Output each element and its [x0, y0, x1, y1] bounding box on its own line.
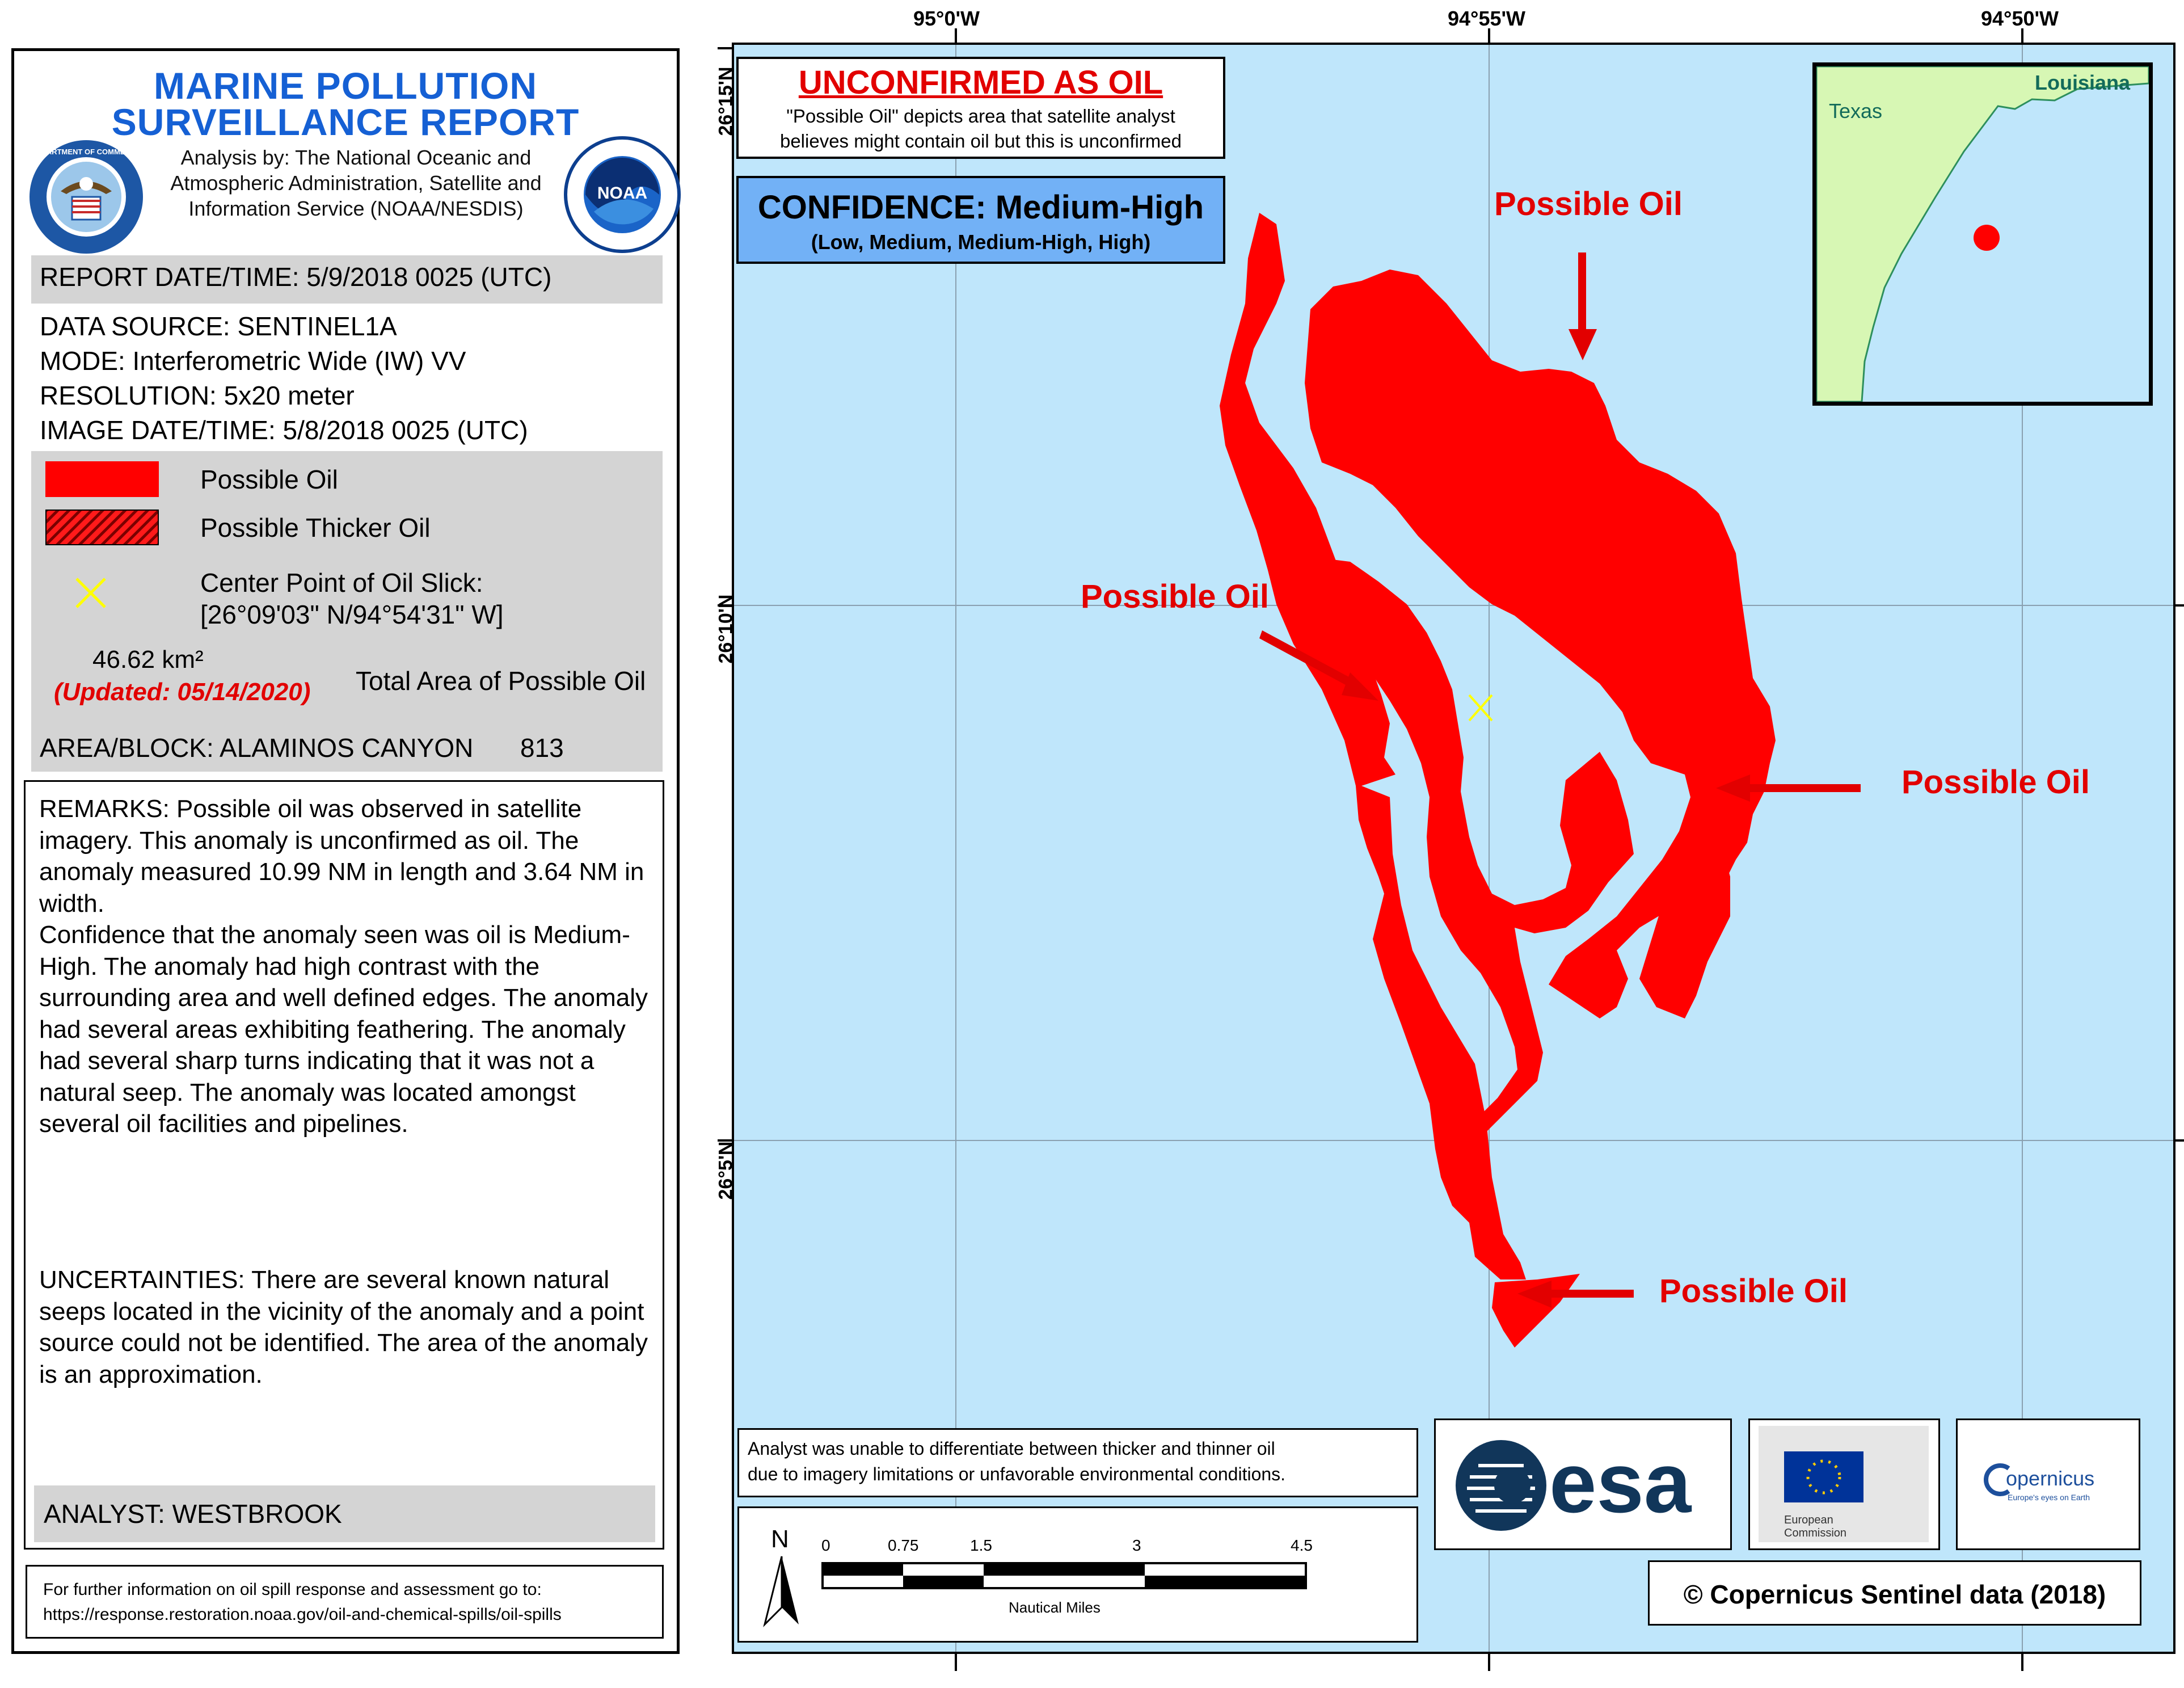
legend-thicker-oil: Possible Thicker Oil [200, 513, 431, 542]
remarks-box [24, 780, 664, 1550]
svg-text:NOAA: NOAA [597, 184, 648, 203]
resolution: RESOLUTION: 5x20 meter [40, 381, 355, 410]
scale-units: Nautical Miles [1009, 1599, 1101, 1616]
scale-bar-box [737, 1506, 1418, 1643]
analyst-name: ANALYST: WESTBROOK [44, 1499, 342, 1529]
unconfirmed-line2: believes might contain oil but this is unconfirmed [779, 131, 1182, 151]
scale-tick-075: 0.75 [888, 1537, 919, 1554]
lon-label-94-55: 94°55'W [1448, 7, 1526, 30]
report-title-line2: SURVEILLANCE REPORT [111, 101, 580, 143]
lat-label-26-5: 26°5'N [715, 1141, 737, 1200]
center-point-icon [71, 573, 111, 613]
analyst-note-line2: due to imagery limitations or unfavorable environmental conditions. [748, 1464, 1286, 1484]
analysis-line3: Information Service (NOAA/NESDIS) [188, 197, 524, 220]
inset-locator-map [1812, 62, 2153, 406]
oil-label-north: Possible Oil [1494, 186, 1683, 222]
legend-possible-oil: Possible Oil [200, 465, 338, 494]
north-arrow-icon [762, 1554, 802, 1627]
image-datetime: IMAGE DATE/TIME: 5/8/2018 0025 (UTC) [40, 415, 528, 445]
copernicus-logo-box [1956, 1418, 2140, 1550]
scale-tick-3: 3 [1132, 1537, 1141, 1554]
eu-logo-box [1748, 1418, 1940, 1550]
lon-label-95-0: 95°0'W [913, 7, 980, 30]
uncertainties-text: UNCERTAINTIES: There are several known natural seeps located in the vicinity of the anomaly and a point source could not be identified. The area of the anomaly is an approximation. [39, 1266, 648, 1388]
copernicus-text: opernicus [2006, 1467, 2095, 1490]
scale-tick-0: 0 [821, 1537, 830, 1554]
scale-bar [821, 1562, 1309, 1590]
eu-line2: Commission [1784, 1527, 1847, 1539]
total-area-value: 46.62 km² [92, 646, 204, 673]
total-area-label: Total Area of Possible Oil [356, 666, 646, 696]
report-title-line1: MARINE POLLUTION [154, 65, 537, 107]
esa-swirl-icon [1453, 1437, 1549, 1534]
further-info-box [26, 1565, 664, 1639]
north-label: N [771, 1525, 789, 1553]
esa-logo-text: esa [1549, 1435, 1692, 1530]
inset-label-louisiana: Louisiana [2035, 71, 2131, 94]
confidence-scale: (Low, Medium, Medium-High, High) [811, 230, 1151, 254]
area-block-number: 813 [520, 733, 564, 763]
further-info-link[interactable]: https://response.restoration.noaa.gov/oil-and-chemical-spills/oil-spills [43, 1605, 562, 1624]
copernicus-tagline: Europe's eyes on Earth [2008, 1493, 2090, 1502]
center-point-label: Center Point of Oil Slick: [200, 568, 483, 597]
area-block-label: AREA/BLOCK: ALAMINOS CANYON [40, 733, 474, 763]
confidence-text: Confidence that the anomaly seen was oil is Medium-High. The anomaly had high contrast with the surrounding area and well defined edges. The anomaly had several areas exhibiting feathering. The anomaly had several sharp turns indicating that it was not a natural seep. The anomaly was located amongst several oil facilities and pipelines. [39, 921, 648, 1138]
oil-label-south: Possible Oil [1659, 1273, 1848, 1310]
confidence-title: CONFIDENCE: Medium-High [757, 189, 1204, 226]
analyst-note-box [737, 1428, 1418, 1497]
svg-text:DEPARTMENT OF COMMERCE: DEPARTMENT OF COMMERCE [32, 148, 141, 156]
thicker-oil-swatch [45, 510, 159, 545]
lon-label-94-50: 94°50'W [1981, 7, 2059, 30]
oil-label-west: Possible Oil [1081, 578, 1269, 615]
unconfirmed-line1: "Possible Oil" depicts area that satellite analyst [786, 106, 1175, 127]
eu-line1: European [1784, 1514, 1833, 1526]
updated-date: (Updated: 05/14/2020) [54, 678, 311, 706]
eu-flag-icon [1784, 1451, 1863, 1502]
copyright-box [1648, 1560, 2141, 1626]
inset-location-marker [1974, 225, 2000, 251]
unconfirmed-box [736, 57, 1225, 159]
confidence-box [736, 176, 1225, 264]
esa-logo-box [1434, 1418, 1732, 1550]
oil-label-east: Possible Oil [1901, 764, 2090, 801]
unconfirmed-title: UNCONFIRMED AS OIL [798, 64, 1163, 101]
report-datetime: REPORT DATE/TIME: 5/9/2018 0025 (UTC) [40, 262, 552, 292]
copyright-text: © Copernicus Sentinel data (2018) [1683, 1580, 2106, 1609]
lat-label-26-10: 26°10'N [715, 594, 737, 664]
possible-oil-swatch [45, 461, 159, 497]
analysis-line2: Atmospheric Administration, Satellite and [170, 171, 542, 195]
further-info-text: For further information on oil spill response and assessment go to: [43, 1580, 542, 1599]
inset-label-texas: Texas [1829, 99, 1883, 123]
center-point-coords: [26°09'03" N/94°54'31" W] [200, 600, 504, 629]
data-source: DATA SOURCE: SENTINEL1A [40, 311, 397, 341]
analysis-line1: Analysis by: The National Oceanic and [180, 146, 532, 169]
lat-label-26-15: 26°15'N [715, 66, 737, 136]
doc-seal-icon [27, 137, 146, 256]
scale-tick-15: 1.5 [970, 1537, 992, 1554]
noaa-logo-icon [563, 135, 682, 254]
remarks-text: REMARKS: Possible oil was observed in satellite imagery. This anomaly is unconfirmed as oil. The anomaly measured 10.99 NM in length and 3.64 NM in width. [39, 795, 644, 917]
mode: MODE: Interferometric Wide (IW) VV [40, 346, 466, 376]
analyst-note-line1: Analyst was unable to differentiate between thicker and thinner oil [748, 1438, 1275, 1459]
scale-tick-45: 4.5 [1291, 1537, 1313, 1554]
